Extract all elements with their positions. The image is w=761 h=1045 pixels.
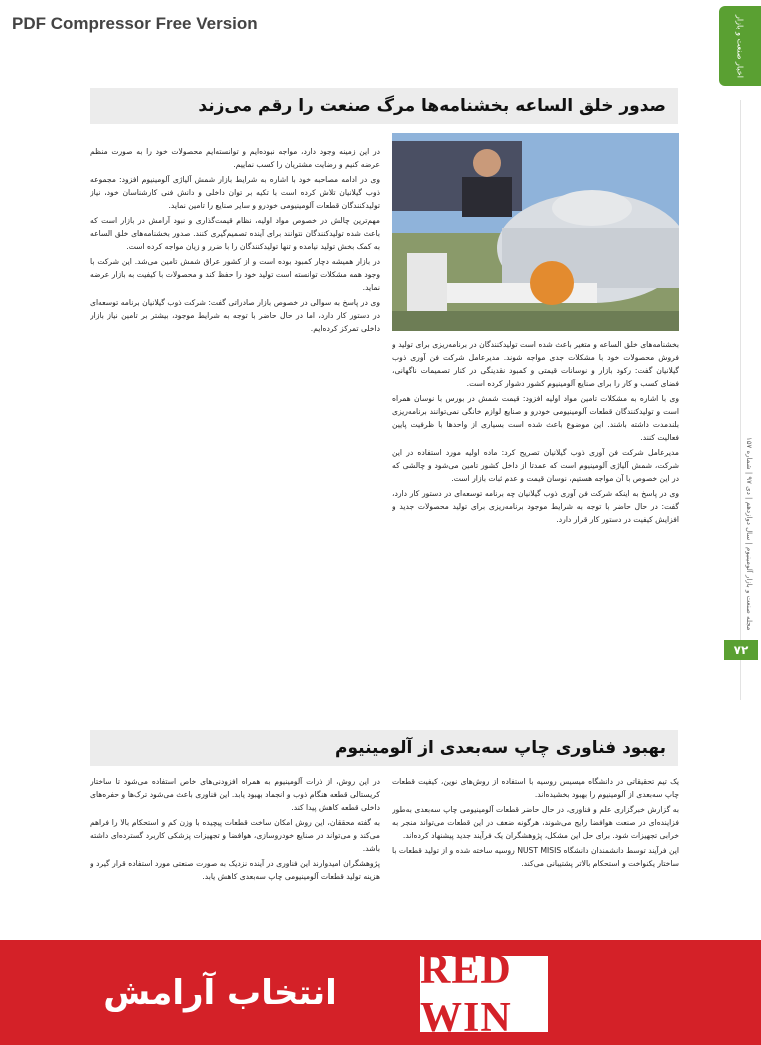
page-number: ۷۲ <box>724 640 758 660</box>
paragraph: به گفته محققان، این روش امکان ساخت قطعات پیچیده با وزن کم و استحکام بالا را فراهم می‌کند و می‌تواند در صنایع خودروسازی، هوافضا و تجهیزات پزشکی کاربرد گسترده‌ای داشته باشد. <box>90 818 380 853</box>
paragraph: به گزارش خبرگزاری علم و فناوری، در حال حاضر قطعات آلومینیومی چاپ سه‌بعدی به‌طور فزاینده‌ای در صنعت هوافضا رایج می‌شوند، هرگونه ضعف در این قطعات می‌تواند منجر به خرابی تجهیزات شود. برای حل این مشکل، پژوهشگران یک فرآیند جدید پیشنهاد کرده‌اند. <box>392 805 679 840</box>
article1-headline: صدور خلق الساعه بخشنامه‌ها مرگ صنعت را رقم می‌زند <box>90 88 678 124</box>
article2-left-column <box>90 775 380 930</box>
section-tab-label: اخبار صنعت و بازار <box>735 14 745 78</box>
paragraph: مهم‌ترین چالش در خصوص مواد اولیه، نظام قیمت‌گذاری و نبود آرامش در بازار است که باعث شده تولیدکنندگان نتوانند برای آینده تصمیم‌گیری کنند. صدور بخشنامه‌های خلق الساعه به کمک بخش تولید نیامده و تنها تولیدکنندگان را با ضرر و زیان مواجه کرده است. <box>90 216 380 251</box>
article1-left-column <box>90 145 380 725</box>
paragraph: پژوهشگران امیدوارند این فناوری در آینده نزدیک به صورت صنعتی مورد استفاده قرار گیرد و هزینه تولید قطعات آلومینیومی چاپ سه‌بعدی کاهش یابد. <box>90 859 380 881</box>
paragraph: وی در پاسخ به سوالی در خصوص بازار صادراتی گفت: شرکت ذوب گیلانیان برنامه توسعه‌ای در دستور کار دارد، اما در حال حاضر با توجه به شرایط موجود، بیشتر بر تامین نیاز بازار داخلی تمرکز کرده‌ایم. <box>90 298 380 333</box>
paragraph: یک تیم تحقیقاتی در دانشگاه میسیس روسیه با استفاده از روش‌های نوین، کیفیت قطعات چاپ سه‌بعدی از آلومینیوم را بهبود بخشیده‌اند. <box>392 777 679 799</box>
paragraph: این فرآیند توسط دانشمندان دانشگاه NUST MISIS روسیه ساخته شده و از تولید قطعات با ساختار یکنواخت و استحکام بالاتر پشتیبانی می‌کند. <box>392 846 679 868</box>
paragraph: در این روش، از ذرات آلومینیوم به همراه افزودنی‌های خاص استفاده می‌شود تا ساختار کریستالی قطعه هنگام ذوب و انجماد بهبود یابد. این فناوری باعث می‌شود ترک‌ها و حفره‌های داخلی قطعه کاهش پیدا کند. <box>90 777 380 812</box>
article1-photo <box>392 133 679 331</box>
sidebar-meta: مجله صنعت و بازار آلومینیوم | سال دوازدهم | دی ۹۷ | شماره ۱۵۷ <box>745 436 753 630</box>
ad-slogan: انتخاب آرامش <box>103 973 337 1013</box>
factory-photo-illustration <box>392 133 679 331</box>
article1-right-column <box>392 338 679 728</box>
paragraph: وی در ادامه مصاحبه خود با اشاره به شرایط بازار شمش آلیاژی آلومینیوم افزود: مجموعه ذوب گیلانیان تلاش کرده است با تکیه بر توان داخلی و دانش فنی کارشناسان خود، نیاز تولیدکنندگان قطعات آلومینیومی خودرو و سایر صنایع را تامین نماید. <box>90 175 380 210</box>
paragraph: وی با اشاره به مشکلات تامین مواد اولیه افزود: قیمت شمش در بورس با نوسان همراه است و تولیدکنندگان قطعات آلومینیومی خودرو و صنایع لوازم خانگی نمی‌توانند برنامه‌ریزی بلندمدت داشته باشند. این موضوع باعث شده است بسیاری از واحدها با ظرفیت پایین فعالیت کنند. <box>392 394 679 442</box>
paragraph: وی در پاسخ به اینکه شرکت فن آوری ذوب گیلانیان چه برنامه توسعه‌ای در دستور کار دارد، گفت: در حال حاضر با توجه به شرایط موجود برنامه‌ریزی برای تولید محصولات جدید و افزایش کیفیت در دستور کار قرار دارد. <box>392 489 679 524</box>
section-tab <box>719 6 761 86</box>
paragraph: در این زمینه وجود دارد، مواجه نبوده‌ایم و توانسته‌ایم محصولات خود را به صورت منظم عرضه کنیم و رضایت مشتریان را کسب نماییم. <box>90 147 380 169</box>
watermark: PDF Compressor Free Version <box>12 14 258 33</box>
article2-right-column <box>392 775 679 930</box>
paragraph: مدیرعامل شرکت فن آوری ذوب گیلانیان تصریح کرد: ماده اولیه مورد استفاده در این شرکت، شمش آلیاژی آلومینیوم است که عمدتا از داخل کشور تامین می‌شود و چالشی که در این خصوص با آن مواجه هستیم، نوسان قیمت و عدم ثبات بازار است. <box>392 448 679 483</box>
redwin-logo: RED WIN <box>420 956 548 1032</box>
sidebar-divider <box>740 100 741 700</box>
article2-headline: بهبود فناوری چاپ سه‌بعدی از آلومینیوم <box>90 730 678 766</box>
paragraph: در بازار همیشه دچار کمبود بوده است و از کشور عراق شمش تامین می‌شد. این شرکت با وجود همه مشکلات توانسته است تولید خود را حفظ کند و محصولات با کیفیت به بازار عرضه نماید. <box>90 257 380 292</box>
paragraph: بخشنامه‌های خلق الساعه و متغیر باعث شده است تولیدکنندگان در برنامه‌ریزی برای تولید و فروش محصولات خود با مشکلات جدی مواجه شوند. مدیرعامل شرکت فن آوری ذوب گیلانیان گفت: رکود بازار و نوسانات قیمتی و کمبود نقدینگی در کنار تصمیمات ناگهانی، فضای کسب و کار را برای صنایع آلومینیوم کشور دشوار کرده است. <box>392 340 679 388</box>
